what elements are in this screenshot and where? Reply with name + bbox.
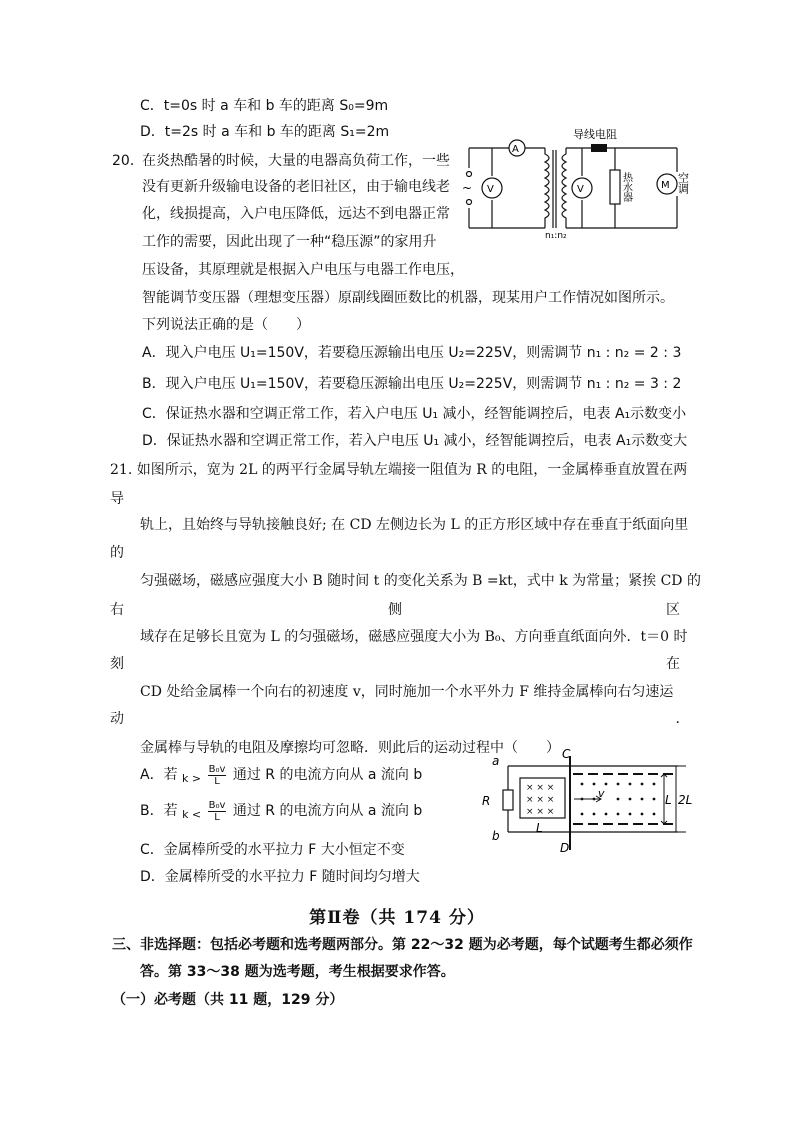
label-d: D: [560, 841, 570, 855]
q21-option-b-den: L: [214, 811, 220, 823]
label-b: b: [492, 829, 500, 843]
q21-option-b-fraction: [208, 800, 227, 823]
q21-option-a-num: B₀v: [208, 763, 226, 775]
label-l-right: L: [665, 793, 672, 807]
q20-option-c: C．保证热水器和空调正常工作，若入户电压 U₁ 减小，经智能调控后，电表 A₁示数变小: [142, 406, 687, 422]
heater-label: 热水器: [620, 172, 632, 202]
q21-line-4: 域存在足够长且宽为 L 的匀强磁场，磁感应强度大小为 B₀、方向垂直纸面向外．t＝0 时: [140, 629, 688, 645]
q21-line-4b-b: 在: [666, 656, 680, 672]
q20-line-7: 下列说法正确的是（ ）: [142, 317, 310, 333]
q21-option-d: D．金属棒所受的水平拉力 F 随时间均匀增大: [140, 869, 420, 885]
q21-line-2: 轨上，且始终与导轨接触良好; 在 CD 左侧边长为 L 的正方形区域中存在垂直于纸面向里: [140, 517, 689, 533]
wire-resistance-label: 导线电阻: [573, 128, 617, 141]
q21-option-b-cond: k <: [182, 808, 202, 821]
svg-text:× × ×: × × ×: [526, 795, 555, 805]
q20-number: 20．: [112, 153, 144, 169]
label-c: C: [562, 748, 571, 761]
q20-line-3: 化，线损提高，入户电压降低，远达不到电器正常: [142, 206, 450, 222]
q21-line-5: CD 处给金属棒一个向右的初速度 v，同时施加一个水平外力 F 维持金属棒向右匀速运: [140, 684, 674, 700]
svg-text:× × ×: × × ×: [526, 807, 555, 817]
svg-text:× × ×: × × ×: [526, 783, 555, 793]
q21-line-3b-c: 区: [666, 602, 680, 618]
v2-meter-label: V: [577, 184, 584, 195]
label-v: v: [598, 787, 605, 800]
q21-option-a-pre: A．若: [140, 767, 178, 783]
q20-option-b: B．现入户电压 U₁=150V，若要稳压源输出电压 U₂=225V，则需调节 n₁ : n₂ = 3 : 2: [142, 376, 682, 392]
q21-line-5b: [110, 709, 680, 729]
label-r: R: [482, 794, 491, 808]
q21-option-a-cond: k >: [182, 772, 202, 785]
q20-line-1: 在炎热酷暑的时候，大量的电器高负荷工作，一些: [142, 153, 450, 169]
ac-source-symbol: ~: [462, 181, 473, 195]
q21-line-2b: 的: [110, 545, 124, 561]
q21-option-a-fraction: [208, 764, 227, 787]
q21-option-b-pre: B．若: [140, 803, 178, 819]
q20-option-a: A．现入户电压 U₁=150V，若要稳压源输出电压 U₂=225V，则需调节 n₁ : n₂ = 2 : 3: [142, 345, 682, 361]
section-title: 第Ⅱ卷（共 174 分）: [309, 908, 485, 928]
q20-option-d: D．保证热水器和空调正常工作，若入户电压 U₁ 减小，经智能调控后，电表 A₁示数变大: [142, 433, 688, 449]
q21-line-5b-a: 动: [110, 711, 124, 727]
q21-line-1: 21. 如图所示，宽为 2L 的两平行金属导轨左端接一阻值为 R 的电阻，一金属棒垂直放置在两: [110, 462, 688, 478]
q21-line-5b-b: .: [675, 711, 680, 727]
q21-option-b: [140, 796, 422, 830]
section-instruction-1: 三、非选择题：包括必考题和选考题两部分。第 22～32 题为必考题，每个试题考生都必须作: [112, 937, 693, 953]
label-l-bottom: L: [536, 821, 543, 835]
q21-option-c: C．金属棒所受的水平拉力 F 大小恒定不变: [140, 842, 405, 858]
label-a: a: [492, 754, 500, 768]
q21-line-4b: [110, 654, 680, 674]
q20-line-6: 智能调节变压器（理想变压器）原副线圈匝数比的机器，现某用户工作情况如图所示。: [142, 290, 674, 306]
turns-ratio-label: n₁:n₂: [545, 231, 567, 238]
q21-option-a-den: L: [214, 775, 220, 787]
a1-meter-label: A: [512, 144, 519, 155]
q21-line-3b-b: 侧: [388, 602, 402, 618]
q19-option-d: D．t=2s 时 a 车和 b 车的距离 S₁=2m: [140, 124, 390, 140]
label-2l: 2L: [678, 793, 693, 807]
q20-line-4: 工作的需要，因此出现了一种“稳压源”的家用升: [142, 234, 437, 250]
transformer-circuit-diagram: [445, 128, 695, 238]
q21-line-3b: [110, 600, 680, 620]
motor-label: M: [661, 180, 670, 191]
q21-line-3b-a: 右: [110, 602, 124, 618]
rail-magnetic-field-diagram: [478, 748, 718, 858]
section-subtitle: （一）必考题（共 11 题，129 分）: [112, 992, 344, 1008]
aircon-label: 空调: [676, 172, 690, 194]
q21-line-6: 金属棒与导轨的电阻及摩擦均可忽略．则此后的运动过程中（ ）: [140, 740, 560, 756]
v1-meter-label: V: [487, 184, 494, 195]
q21-option-a-post: 通过 R 的电流方向从 a 流向 b: [232, 767, 423, 783]
section-instruction-2: 答。第 33～38 题为选考题，考生根据要求作答。: [140, 964, 455, 980]
q21-line-4b-a: 刻: [110, 656, 124, 672]
q20-line-2: 没有更新升级输电设备的老旧社区，由于输电线老: [142, 179, 450, 195]
q21-line-1b: 导: [110, 491, 124, 507]
q20-line-5: 压设备，其原理就是根据入户电压与电器工作电压，: [142, 262, 464, 278]
q19-option-c: C．t=0s 时 a 车和 b 车的距离 S₀=9m: [140, 98, 389, 114]
q21-option-b-num: B₀v: [208, 799, 226, 811]
q21-line-3: 匀强磁场，磁感应强度大小 B 随时间 t 的变化关系为 B =kt，式中 k 为常量；紧挨 CD 的: [140, 573, 701, 589]
q21-option-a: [140, 760, 422, 794]
q21-option-b-post: 通过 R 的电流方向从 a 流向 b: [232, 803, 423, 819]
